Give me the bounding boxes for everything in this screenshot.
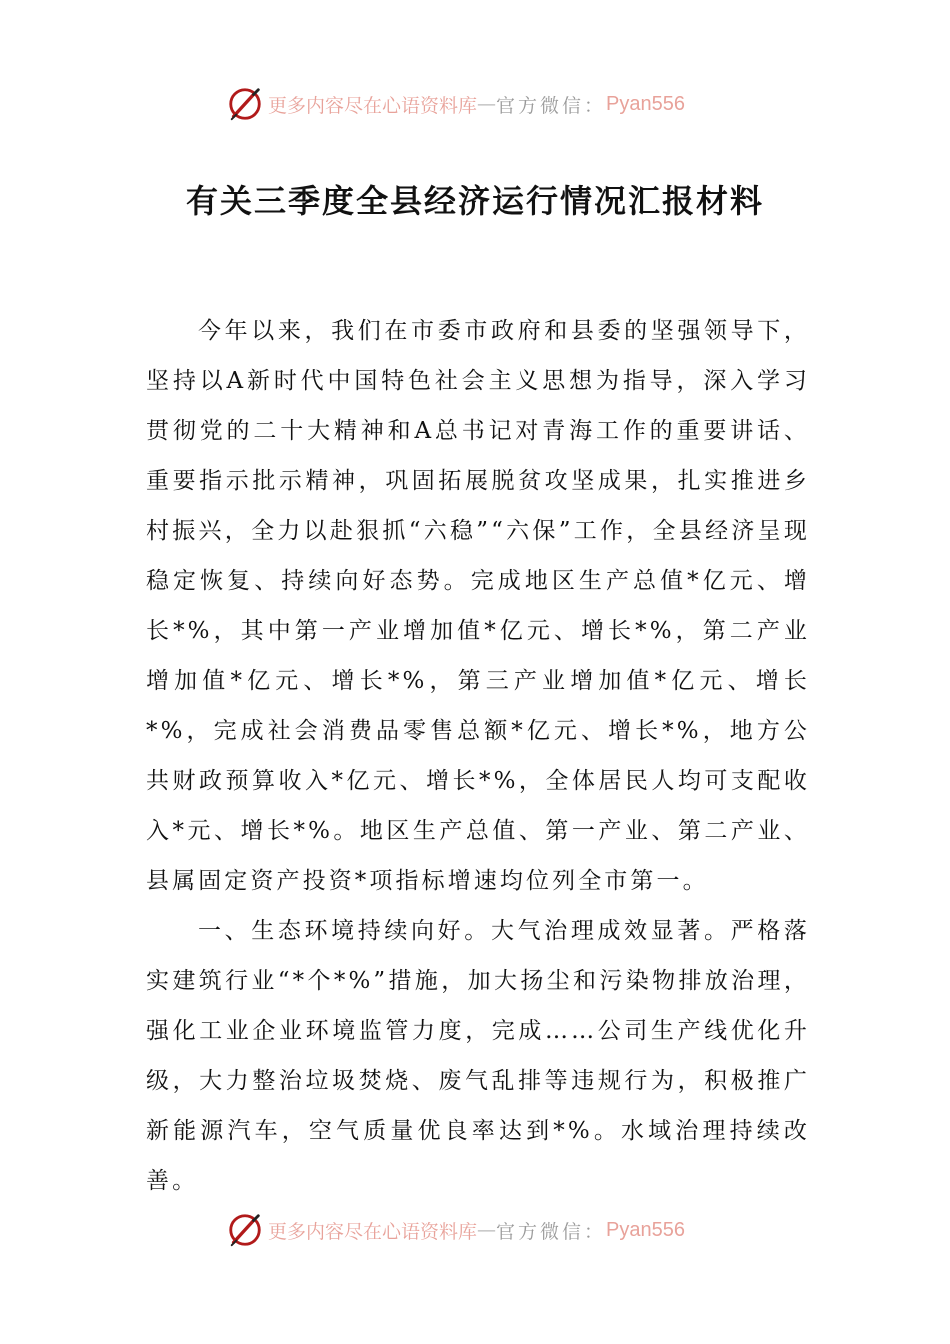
watermark-wechat-id: Pyan556 (606, 1218, 685, 1241)
pen-logo-icon (226, 85, 264, 123)
document-title: 有关三季度全县经济运行情况汇报材料 (185, 182, 764, 220)
paragraph-section-1: 一、生态环境持续向好。大气治理成效显著。严格落实建筑行业“*个*%”措施，加大扬尘和污染物排放治理，强化工业企业环境监管力度，完成……公司生产线优化升级，大力整治垃圾焚烧、废气乱排等违规行为，积极推广新能源汽车，空气质量优良率达到*%。水域治理持续改善。 (146, 918, 810, 1194)
watermark-wechat-label: 官方微信： (496, 94, 607, 117)
paragraph-intro: 今年以来，我们在市委市政府和县委的坚强领导下，坚持以A新时代中国特色社会主义思想为指导，深入学习贯彻党的二十大精神和A总书记对青海工作的重要讲话、重要指示批示精神，巩固拓展脱贫攻坚成果，扎实推进乡村振兴，全力以赴狠抓“六稳”“六保”工作，全县经济呈现稳定恢复、持续向好态势。完成地区生产总值*亿元、增长*%，其中第一产业增加值*亿元、增长*%，第二产业增加值*亿元、增长*%，第三产业增加值*亿元、增长*%，完成社会消费品零售总额*亿元、增长*%，地方公共财政预算收入*亿元、增长*%，全体居民人均可支配收入*元、增长*%。地区生产总值、第一产业、第二产业、县属固定资产投资*项指标增速均位列全市第一。 (146, 318, 810, 894)
header-watermark (226, 84, 685, 124)
watermark-separator: — (477, 93, 497, 115)
pen-logo-icon (226, 1211, 264, 1249)
watermark-brand-text: 更多内容尽在心语资料库 (268, 94, 478, 117)
footer-watermark (226, 1210, 685, 1250)
watermark-brand-text: 更多内容尽在心语资料库 (268, 1220, 478, 1243)
document-body (146, 306, 810, 1206)
watermark-wechat-id: Pyan556 (606, 92, 685, 115)
watermark-separator: — (477, 1219, 497, 1241)
watermark-wechat-label: 官方微信： (496, 1220, 607, 1243)
